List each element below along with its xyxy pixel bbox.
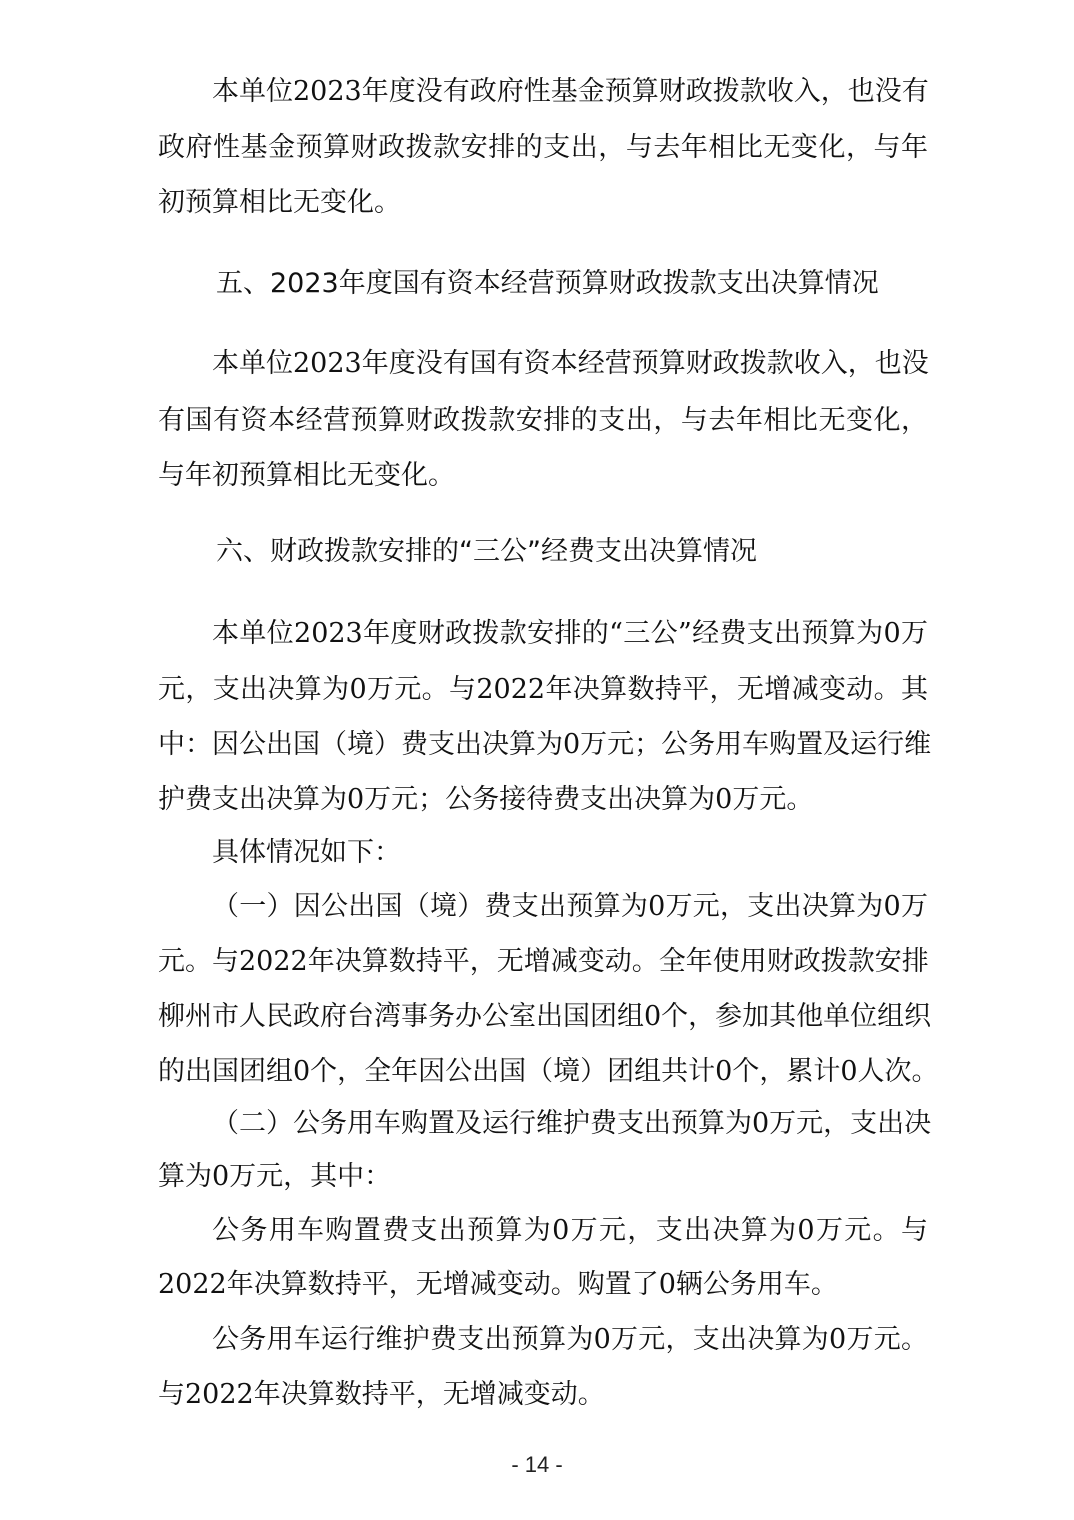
paragraph-line: 的出国团组0个，全年因公出国（境）团组共计0个，累计0人次。 <box>158 1056 939 1087</box>
paragraph-line: 柳州市人民政府台湾事务办公室出国团组0个，参加其他单位组织 <box>158 1001 932 1032</box>
section-heading: 五、2023年度国有资本经营预算财政拨款支出决算情况 <box>216 268 879 299</box>
paragraph-line: 中：因公出国（境）费支出决算为0万元；公务用车购置及运行维 <box>158 729 932 760</box>
paragraph-line: （二）公务用车购置及运行维护费支出预算为0万元，支出决 <box>212 1108 932 1139</box>
paragraph-line: 本单位2023年度财政拨款安排的“三公”经费支出预算为0万 <box>212 618 928 649</box>
paragraph-line: 护费支出决算为0万元；公务接待费支出决算为0万元。 <box>158 784 814 815</box>
paragraph-line: 公务用车购置费支出预算为0万元，支出决算为0万元。与 <box>212 1215 928 1246</box>
paragraph-line: 政府性基金预算财政拨款安排的支出，与去年相比无变化，与年 <box>158 132 928 163</box>
paragraph-line: 有国有资本经营预算财政拨款安排的支出，与去年相比无变化， <box>158 405 928 436</box>
paragraph-line: 元。与2022年决算数持平，无增减变动。全年使用财政拨款安排 <box>158 946 929 977</box>
section-heading: 六、财政拨款安排的“三公”经费支出决算情况 <box>216 536 757 567</box>
paragraph-line: 元，支出决算为0万元。与2022年决算数持平，无增减变动。其 <box>158 674 928 705</box>
paragraph-line: 公务用车运行维护费支出预算为0万元，支出决算为0万元。 <box>212 1324 928 1355</box>
page-number: - 14 - <box>511 1452 563 1477</box>
paragraph-line: 2022年决算数持平，无增减变动。购置了0辆公务用车。 <box>158 1269 838 1300</box>
paragraph-line: 本单位2023年度没有国有资本经营预算财政拨款收入，也没 <box>212 348 929 379</box>
paragraph-line: 算为0万元，其中： <box>158 1161 392 1192</box>
paragraph-line: 本单位2023年度没有政府性基金预算财政拨款收入，也没有 <box>212 76 929 107</box>
paragraph-line: 与2022年决算数持平，无增减变动。 <box>158 1379 605 1410</box>
paragraph-line: 具体情况如下： <box>212 837 401 868</box>
paragraph-line: 初预算相比无变化。 <box>158 187 401 218</box>
paragraph-line: （一）因公出国（境）费支出预算为0万元，支出决算为0万 <box>212 891 928 922</box>
paragraph-line: 与年初预算相比无变化。 <box>158 460 455 491</box>
